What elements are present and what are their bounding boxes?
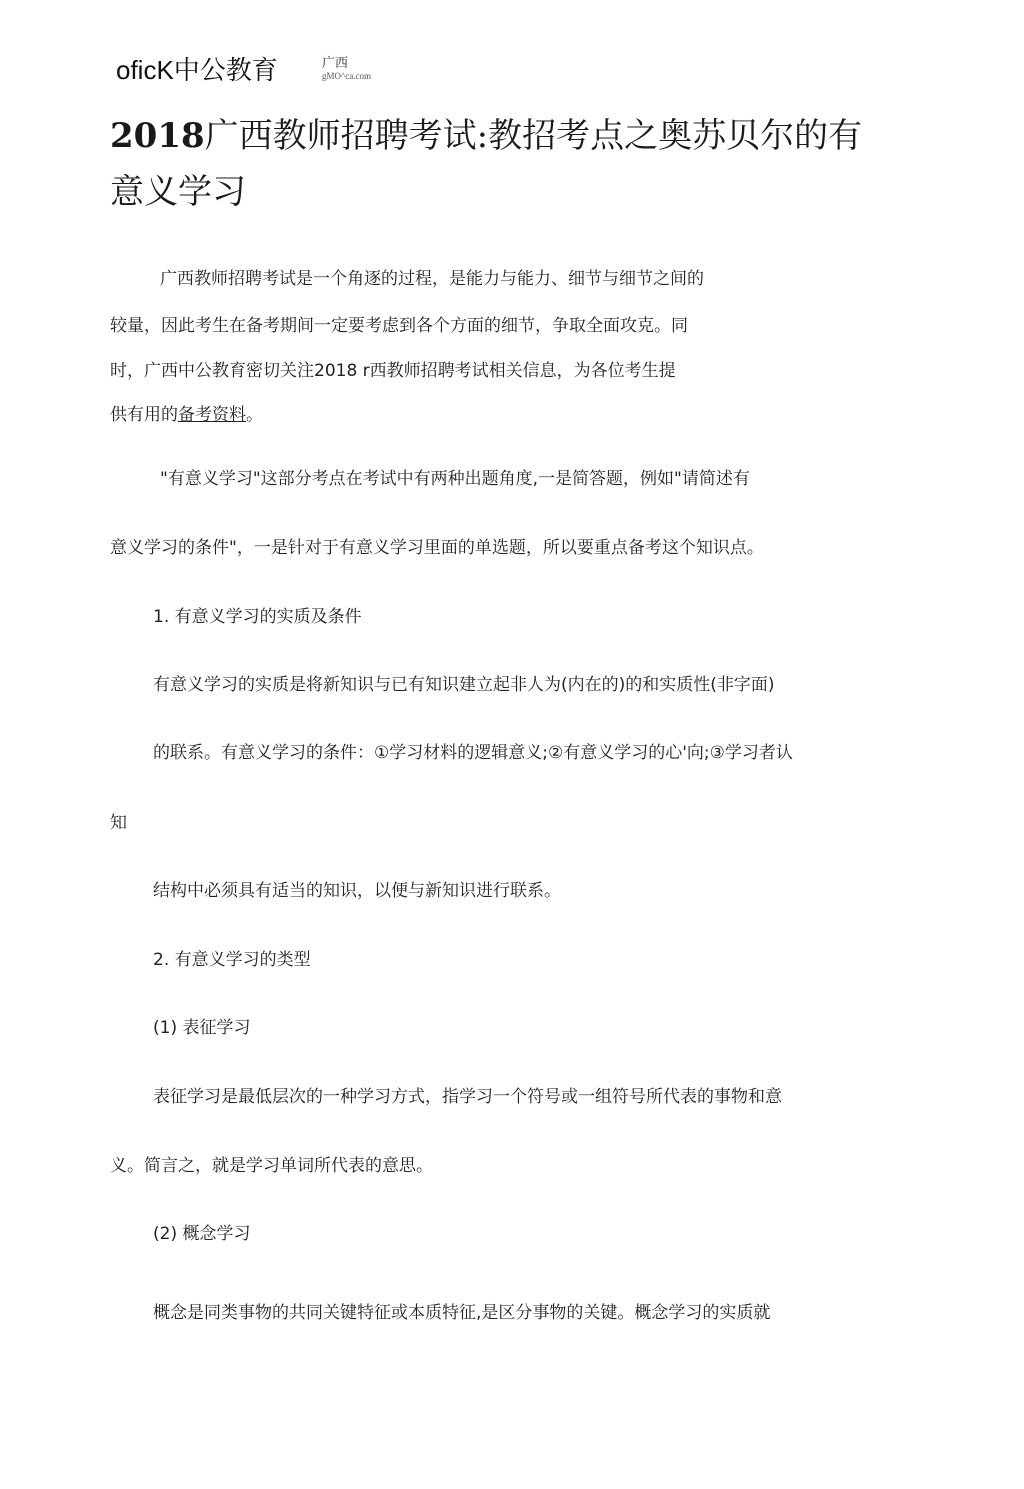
sub2-line-1: 概念是同类事物的共同关键特征或本质特征,是区分事物的关键。概念学习的实质就 xyxy=(153,1303,771,1323)
section1-line-2: 的联系。有意义学习的条件：①学习材料的逻辑意义;②有意义学习的心'向;③学习者认 xyxy=(153,743,793,763)
sub1-line-1: 表征学习是最低层次的一种学习方式，指学习一个符号或一组符号所代表的事物和意 xyxy=(153,1087,782,1107)
intro-prefix: 供有用的 xyxy=(110,405,178,425)
sub2-heading: (2) 概念学习 xyxy=(153,1224,251,1244)
logo-text: oficK中公教育 xyxy=(116,55,278,85)
intro-line-2: 较量，因此考生在备考期间一定要考虑到各个方面的细节，争取全面攻克。同 xyxy=(110,316,688,336)
para2-line-2: 意义学习的条件"，一是针对于有意义学习里面的单选题，所以要重点备考这个知识点。 xyxy=(110,538,764,558)
sub1-line-2: 义。简言之，就是学习单词所代表的意思。 xyxy=(110,1156,433,1176)
intro-line-3: 时，广西中公教育密切关注2018 r西教师招聘考试相关信息，为各位考生提 xyxy=(110,361,676,381)
title-year: 2018 xyxy=(110,116,205,156)
study-materials-link[interactable]: 备考资料 xyxy=(178,405,246,425)
intro-line-1: 广西教师招聘考试是一个角逐的过程，是能力与能力、细节与细节之间的 xyxy=(160,269,704,289)
sub1-heading: (1) 表征学习 xyxy=(153,1018,251,1038)
page-title xyxy=(110,108,910,220)
section1-heading: 1. 有意义学习的实质及条件 xyxy=(153,607,362,627)
title-line2: 意义学习 xyxy=(110,172,246,212)
logo-region: 广西 xyxy=(322,56,349,71)
intro-suffix: 。 xyxy=(246,405,263,425)
logo-url: gMO^ca.com xyxy=(322,71,371,81)
para2-line-1: "有意义学习"这部分考点在考试中有两种出题角度,一是简答题，例如"请简述有 xyxy=(160,469,750,489)
section1-line-3: 知 xyxy=(110,813,127,833)
section1-line-4: 结构中必须具有适当的知识，以便与新知识进行联系。 xyxy=(153,881,561,901)
section2-heading: 2. 有意义学习的类型 xyxy=(153,950,311,970)
intro-line-4 xyxy=(110,400,263,425)
title-line1: 广西教师招聘考试:教招考点之奥苏贝尔的有 xyxy=(204,116,863,156)
section1-line-1: 有意义学习的实质是将新知识与已有知识建立起非人为(内在的)的和实质性(非字面) xyxy=(153,675,775,695)
